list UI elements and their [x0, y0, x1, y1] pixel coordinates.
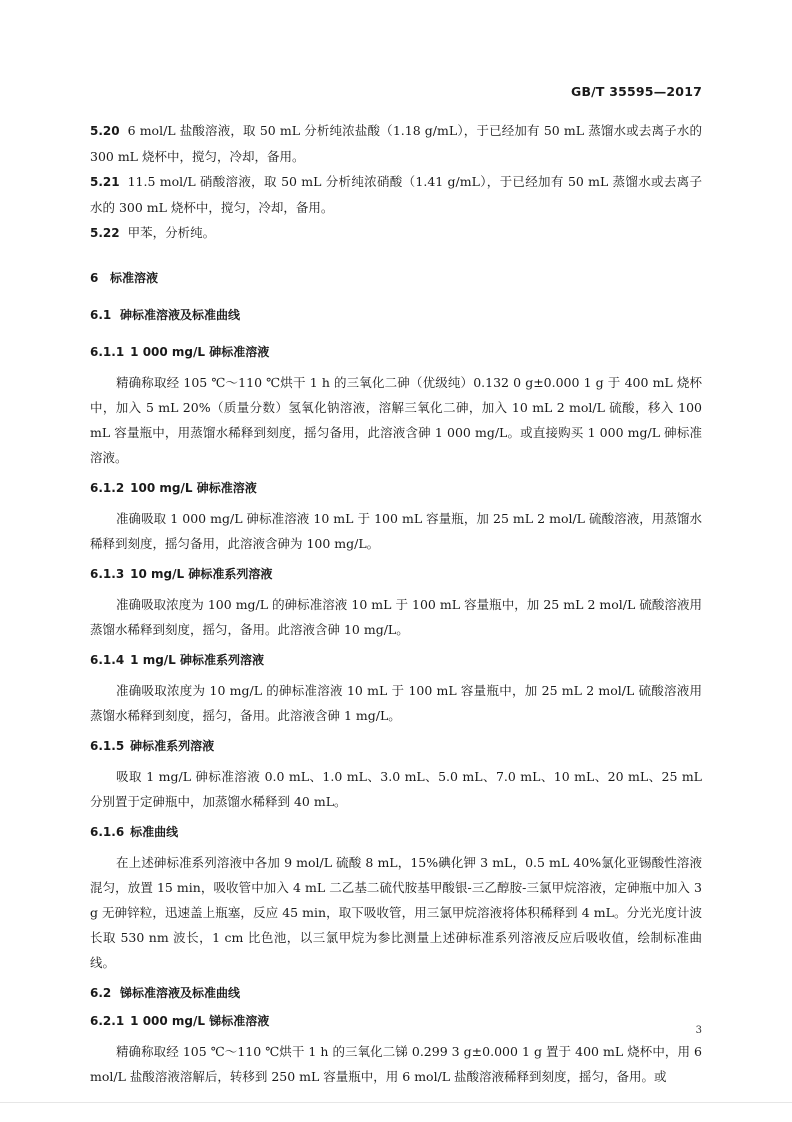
paragraph-6-1-1: 精确称取经 105 ℃～110 ℃烘干 1 h 的三氧化二砷（优级纯）0.132 0 g±0.000 1 g 于 400 mL 烧杯中，加入 5 mL 20%（质量分数）氢氧化钠溶液，溶解三氧化二砷，加入 10 mL 2 mol/L 硫酸，移入 100 mL 容量瓶中，用蒸馏水稀释到刻度，摇匀备用，此溶液含砷 1 000 mg/L。或直接购买 1 000 mg/L 砷标准溶液。 [90, 375, 702, 465]
section-heading-6-1-4 [90, 650, 702, 670]
section-number: 6.1.3 [90, 567, 125, 581]
section-title: 1 mg/L 砷标准系列溶液 [130, 653, 265, 667]
section-heading-6-2 [90, 983, 702, 1003]
section-heading-6-2-1 [90, 1011, 702, 1031]
section-title: 砷标准系列溶液 [130, 739, 215, 753]
standard-code-header: GB/T 35595—2017 [570, 84, 702, 99]
item-5-20 [90, 118, 702, 169]
page-number: 3 [695, 1025, 702, 1036]
paragraph-6-2-1: 精确称取经 105 ℃～110 ℃烘干 1 h 的三氧化二锑 0.299 3 g±0.000 1 g 置于 400 mL 烧杯中，用 6 mol/L 盐酸溶液溶解后，转移到 250 mL 容量瓶中，用 6 mol/L 盐酸溶液稀释到刻度，摇匀，备用。或 [90, 1044, 702, 1084]
item-number: 5.21 [90, 175, 120, 189]
paragraph-6-1-4: 准确吸取浓度为 10 mg/L 的砷标准溶液 10 mL 于 100 mL 容量瓶中，加 25 mL 2 mol/L 硫酸溶液用蒸馏水稀释到刻度，摇匀，备用。此溶液含砷 1 mg/L。 [90, 683, 702, 723]
section-heading-6-1-1 [90, 342, 702, 362]
section-heading-6-1 [90, 305, 702, 325]
section-number: 6 [90, 271, 99, 285]
section-heading-6-1-2 [90, 478, 702, 498]
item-number: 5.22 [90, 226, 120, 240]
section-number: 6.2 [90, 986, 112, 1000]
section-number: 6.1.2 [90, 481, 125, 495]
section-number: 6.1 [90, 308, 112, 322]
section-number: 6.2.1 [90, 1014, 125, 1028]
section-number: 6.1.1 [90, 345, 125, 359]
paragraph-6-1-3: 准确吸取浓度为 100 mg/L 的砷标准溶液 10 mL 于 100 mL 容量瓶中，加 25 mL 2 mol/L 硫酸溶液用蒸馏水稀释到刻度，摇匀，备用。此溶液含砷 10 mg/L。 [90, 597, 702, 637]
section-title: 1 000 mg/L 砷标准溶液 [130, 345, 270, 359]
paragraph-6-1-5: 吸取 1 mg/L 砷标准溶液 0.0 mL、1.0 mL、3.0 mL、5.0 mL、7.0 mL、10 mL、20 mL、25 mL 分别置于定砷瓶中，加蒸馏水稀释到 40 mL。 [90, 769, 702, 809]
section-title: 砷标准溶液及标准曲线 [120, 308, 241, 322]
item-text: 11.5 mol/L 硝酸溶液，取 50 mL 分析纯浓硝酸（1.41 g/mL），于已经加有 50 mL 蒸馏水或去离子水的 300 mL 烧杯中，搅匀，冷却，备用。 [90, 174, 702, 215]
item-number: 5.20 [90, 124, 120, 138]
section-heading-6-1-3 [90, 564, 702, 584]
section-heading-6 [90, 268, 702, 288]
item-5-21 [90, 169, 702, 220]
section-heading-6-1-6 [90, 822, 702, 842]
section-number: 6.1.5 [90, 739, 125, 753]
section-heading-6-1-5 [90, 736, 702, 756]
section-number: 6.1.4 [90, 653, 125, 667]
section-title: 100 mg/L 砷标准溶液 [130, 481, 257, 495]
document-body [90, 118, 702, 1089]
paragraph-6-1-2: 准确吸取 1 000 mg/L 砷标准溶液 10 mL 于 100 mL 容量瓶，加 25 mL 2 mol/L 硫酸溶液，用蒸馏水稀释到刻度，摇匀备用，此溶液含砷为 100 mg/L。 [90, 511, 702, 551]
section-title: 1 000 mg/L 锑标准溶液 [130, 1014, 270, 1028]
section-title: 标准溶液 [110, 271, 159, 285]
section-title: 锑标准溶液及标准曲线 [120, 986, 241, 1000]
section-title: 10 mg/L 砷标准系列溶液 [130, 567, 273, 581]
page-bottom-rule [0, 1102, 792, 1103]
paragraph-6-1-6: 在上述砷标准系列溶液中各加 9 mol/L 硫酸 8 mL，15%碘化钾 3 mL，0.5 mL 40%氯化亚锡酸性溶液混匀，放置 15 min，吸收管中加入 4 mL 二乙基二硫代胺基甲酸银-三乙醇胺-三氯甲烷溶液，定砷瓶中加入 3 g 无砷锌粒，迅速盖上瓶塞，反应 45 min，取下吸收管，用三氯甲烷溶液将体积稀释到 4 mL。分光光度计波长取 530 nm 波长，1 cm 比色池，以三氯甲烷为参比测量上述砷标准系列溶液反应后吸收值，绘制标准曲线。 [90, 855, 702, 970]
item-5-22 [90, 220, 702, 246]
section-title: 标准曲线 [130, 825, 179, 839]
item-text: 甲苯，分析纯。 [127, 225, 216, 240]
item-text: 6 mol/L 盐酸溶液，取 50 mL 分析纯浓盐酸（1.18 g/mL），于已经加有 50 mL 蒸馏水或去离子水的 300 mL 烧杯中，搅匀，冷却，备用。 [90, 123, 702, 164]
section-number: 6.1.6 [90, 825, 125, 839]
